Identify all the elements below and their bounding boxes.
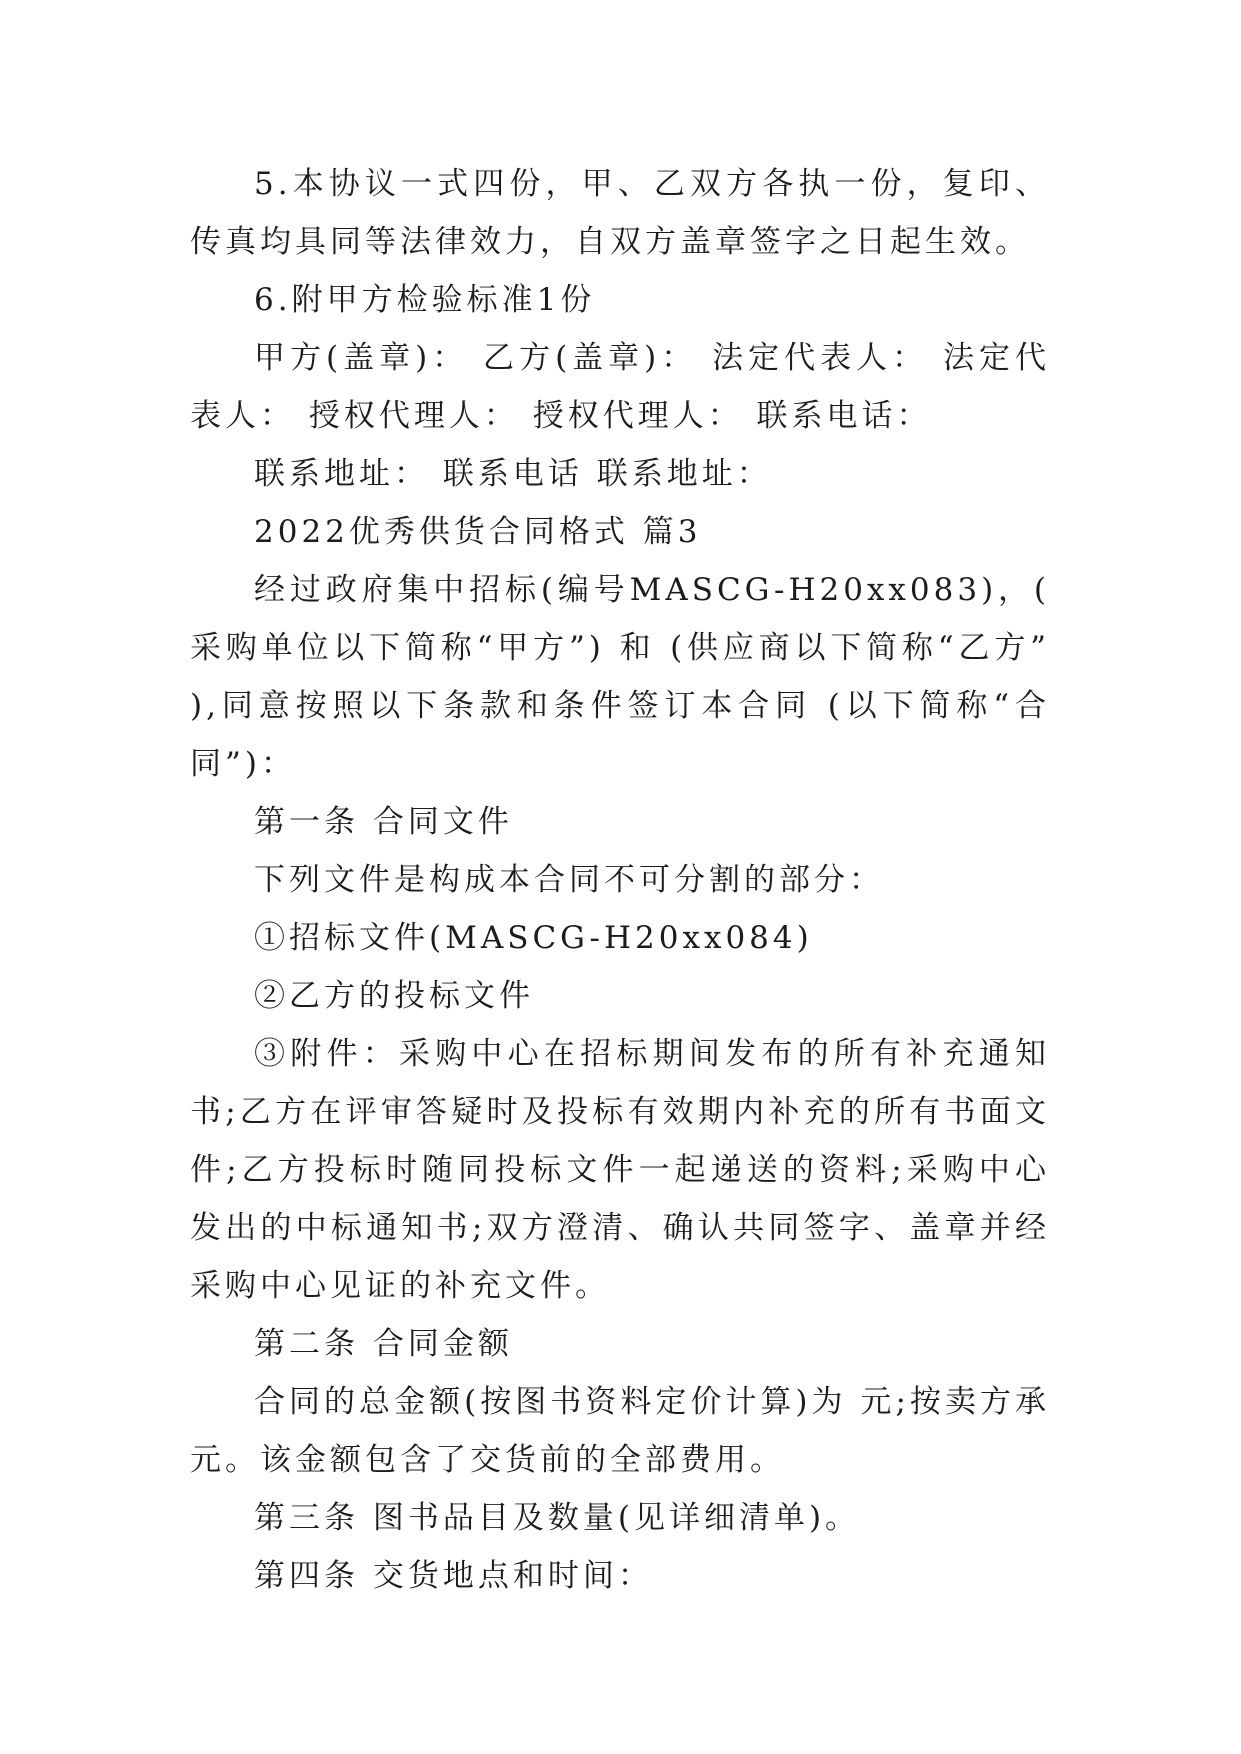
- article-3-heading: 第三条 图书品目及数量(见详细清单)。: [254, 1500, 861, 1536]
- paragraph-preamble: 经过政府集中招标(编号MASCG-H20xx083)，( 采购单位以下简称“甲方”) 和 (供应商以下简称“乙方” ),同意按照以下条款和条件签订本合同 (以下简称“合同”)：: [190, 572, 1050, 782]
- article-1-heading: 第一条 合同文件: [254, 804, 513, 840]
- section-title: 2022优秀供货合同格式 篇3: [254, 514, 702, 550]
- article-1-item-3: ③附件：采购中心在招标期间发布的所有补充通知书;乙方在评审答疑时及投标有效期内补充的所有书面文件;乙方投标时随同投标文件一起递送的资料;采购中心发出的中标通知书;双方澄清、确认共同签字、盖章并经采购中心见证的补充文件。: [190, 1036, 1050, 1304]
- paragraph-inspection-standard: 6.附甲方检验标准1份: [254, 282, 596, 318]
- article-1-item-1: ①招标文件(MASCG-H20xx084): [254, 920, 813, 956]
- paragraph-copies-validity: 5.本协议一式四份，甲、乙双方各执一份，复印、传真均具同等法律效力，自双方盖章签字之日起生效。: [190, 166, 1050, 260]
- article-4-heading: 第四条 交货地点和时间：: [254, 1558, 653, 1594]
- article-1-item-2: ②乙方的投标文件: [254, 978, 534, 1014]
- article-1-intro: 下列文件是构成本合同不可分割的部分：: [254, 862, 884, 898]
- paragraph-contact-address: 联系地址： 联系电话 联系地址：: [254, 456, 772, 492]
- document-body: [190, 155, 1050, 1605]
- paragraph-signature-block: 甲方(盖章)： 乙方(盖章)： 法定代表人： 法定代表人： 授权代理人： 授权代理人： 联系电话：: [190, 340, 1050, 434]
- article-2-heading: 第二条 合同金额: [254, 1326, 513, 1362]
- article-2-body: 合同的总金额(按图书资料定价计算)为 元;按卖方承元。该金额包含了交货前的全部费用。: [190, 1384, 1050, 1478]
